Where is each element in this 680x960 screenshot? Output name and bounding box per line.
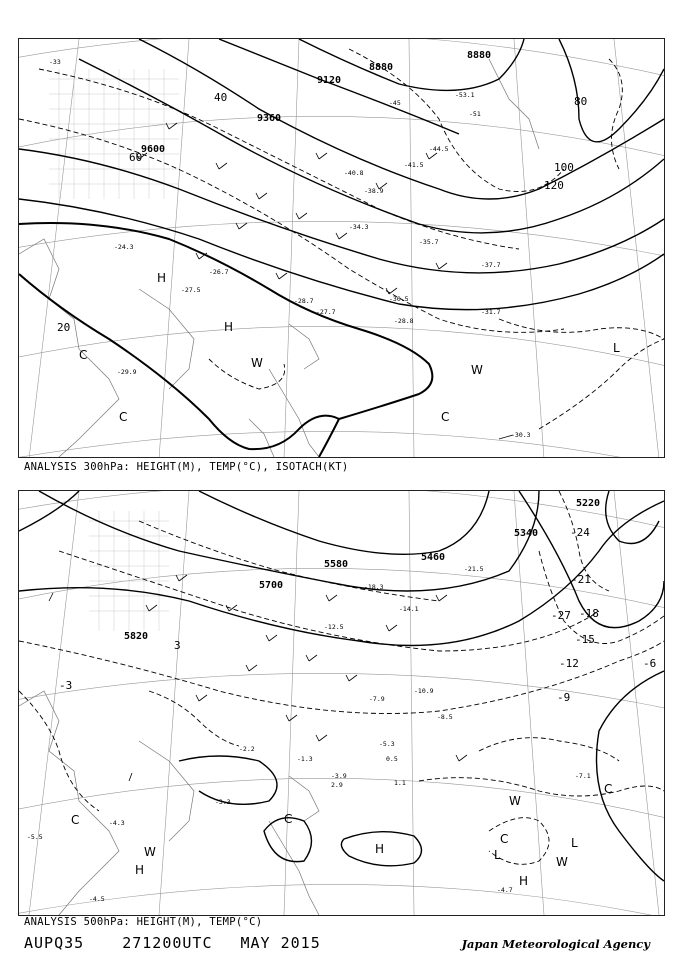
high-center-label: H xyxy=(157,271,167,285)
isotherm-label: -12 xyxy=(559,657,579,670)
height-label: 5580 xyxy=(324,559,349,570)
temperature-obs: -21.5 xyxy=(464,565,484,573)
coastlines xyxy=(19,691,319,915)
isotherm-label: -3 xyxy=(59,679,73,692)
temperature-obs: 0.5 xyxy=(386,755,398,763)
temperature-obs: -24.3 xyxy=(114,243,134,251)
temperature-obs: -3.9 xyxy=(331,772,347,780)
panel-caption-300hpa: ANALYSIS 300hPa: HEIGHT(M), TEMP(°C), ISOTACH(KT) xyxy=(24,461,349,473)
height-label: 9120 xyxy=(317,75,342,86)
temperature-obs: -3.3 xyxy=(215,798,231,806)
isotherm-label: -15 xyxy=(575,633,595,646)
height-label: 5460 xyxy=(421,552,446,563)
temperature-obs: -27.7 xyxy=(316,308,336,316)
temperature-obs: -14.1 xyxy=(399,605,419,613)
isotherm-label: 3 xyxy=(174,639,181,652)
isotherm-label: -24 xyxy=(570,526,590,539)
agency-name: Japan Meteorological Agency xyxy=(461,937,650,951)
isotherm-label: -27 xyxy=(551,609,571,622)
isotach-label: 120 xyxy=(544,179,564,192)
height-label: 5820 xyxy=(124,631,149,642)
cold-center-label: C xyxy=(441,410,450,424)
isotherm-label: -9 xyxy=(557,691,571,704)
warm-center-label: W xyxy=(556,855,568,869)
cold-center-label: C xyxy=(500,832,509,846)
cold-center-label: C xyxy=(604,782,613,796)
height-label: 5340 xyxy=(514,528,539,539)
warm-center-label: W xyxy=(471,363,483,377)
height-label: 8880 xyxy=(369,62,394,73)
high-center-label: H xyxy=(135,863,145,877)
temperature-obs: -5.3 xyxy=(379,740,395,748)
temperature-obs: -4.7 xyxy=(497,886,513,894)
height-label: 5700 xyxy=(259,580,284,591)
product-code: AUPQ35 xyxy=(24,934,85,952)
isotherm-label: -18 xyxy=(579,607,599,620)
temperature-obs: -37.7 xyxy=(481,261,501,269)
temperature-obs: -7.9 xyxy=(369,695,385,703)
temperature-obs: -2.2 xyxy=(239,745,255,753)
temperature-obs: -7.1 xyxy=(575,772,591,780)
chart-date: MAY 2015 xyxy=(240,934,321,952)
height-label: 9600 xyxy=(141,144,166,155)
map-panel-300hpa xyxy=(18,38,665,458)
temperature-obs: -8.5 xyxy=(437,713,453,721)
temperature-obs: -12.5 xyxy=(324,623,344,631)
low-center-label: L xyxy=(571,836,578,850)
temperature-obs: -4.3 xyxy=(109,819,125,827)
temperature-obs: -28.8 xyxy=(394,317,414,325)
temperature-obs: -18.3 xyxy=(364,583,384,591)
temperature-obs: -53.1 xyxy=(455,91,475,99)
cold-center-label: C xyxy=(119,410,128,424)
warm-center-label: W xyxy=(144,845,156,859)
temperature-obs: -10.9 xyxy=(414,687,434,695)
map-panel-500hpa xyxy=(18,490,665,916)
isotherm-label: -6 xyxy=(643,657,657,670)
isotach-label: 40 xyxy=(214,91,228,104)
temperature-obs: -35.7 xyxy=(419,238,439,246)
temperature-obs: -38.9 xyxy=(364,187,384,195)
temperature-obs: -45 xyxy=(389,99,401,107)
valid-time: 271200UTC xyxy=(122,934,213,952)
temperature-obs: -41.5 xyxy=(404,161,424,169)
temperature-obs: 2.9 xyxy=(331,781,343,789)
high-center-label: H xyxy=(519,874,529,888)
isotach-20kt xyxy=(19,223,432,457)
temperature-obs: -29.9 xyxy=(117,368,137,376)
temperature-obs: 1.1 xyxy=(394,779,406,787)
cold-center-label: C xyxy=(79,348,88,362)
isotach-label: 60 xyxy=(129,151,143,164)
temperature-obs: -40.8 xyxy=(344,169,364,177)
temperature-obs: -51 xyxy=(469,110,481,118)
panel-caption-500hpa: ANALYSIS 500hPa: HEIGHT(M), TEMP(°C) xyxy=(24,916,263,928)
temperature-obs: -26.7 xyxy=(209,268,229,276)
isotach-label: 100 xyxy=(554,161,574,174)
temperature-obs: -1.3 xyxy=(297,755,313,763)
low-center-label: L xyxy=(494,848,501,862)
height-label: 9360 xyxy=(257,113,282,124)
hatch-region xyxy=(49,69,179,199)
isotach-label: 20 xyxy=(57,321,71,334)
height-label: 8880 xyxy=(467,50,492,61)
temperature-obs: -30.3 xyxy=(511,431,531,439)
map-500hpa-canvas xyxy=(19,491,664,915)
warm-center-label: W xyxy=(251,356,263,370)
high-center-label: H xyxy=(375,842,385,856)
temperature-obs: -28.7 xyxy=(294,297,314,305)
chart-footer xyxy=(24,934,349,952)
cold-center-label: C xyxy=(71,813,80,827)
isotach-label: 80 xyxy=(574,95,588,108)
temperature-obs: -27.5 xyxy=(181,286,201,294)
temperature-obs: -34.3 xyxy=(349,223,369,231)
temperature-obs: -44.5 xyxy=(429,145,449,153)
warm-center-label: W xyxy=(509,794,521,808)
map-300hpa-canvas xyxy=(19,39,664,457)
height-label: 5220 xyxy=(576,498,601,509)
cold-center-label: C xyxy=(284,812,293,826)
temperature-obs: -33 xyxy=(49,58,61,66)
isotherm-label: -21 xyxy=(571,573,591,586)
high-center-label: H xyxy=(224,320,234,334)
temperature-obs: -30.5 xyxy=(389,295,409,303)
temperature-obs: -4.5 xyxy=(89,895,105,903)
temperature-obs: -5.5 xyxy=(27,833,43,841)
height-contours xyxy=(19,39,664,310)
wind-barbs xyxy=(136,123,513,439)
low-center-label: L xyxy=(613,341,620,355)
temperature-obs: -31.7 xyxy=(481,308,501,316)
